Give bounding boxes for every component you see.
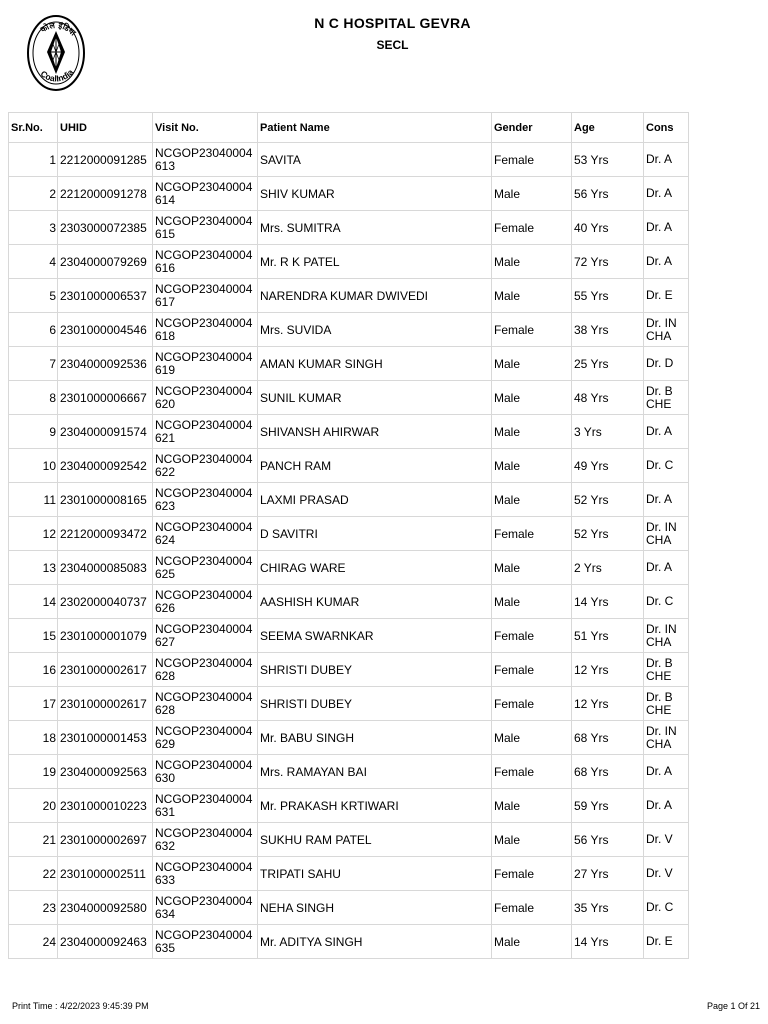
- cell-patient-name: SUNIL KUMAR: [258, 381, 492, 415]
- visit-no-line1: NCGOP23040004: [155, 145, 253, 160]
- cell-gender: Female: [492, 755, 572, 789]
- visit-no-line2: 617: [155, 294, 176, 309]
- consultant-line2: CHA: [646, 736, 672, 751]
- visit-no-line2: 628: [155, 668, 176, 683]
- cell-consultant: [644, 585, 689, 619]
- cell-srno: 12: [9, 517, 58, 551]
- cell-age: 52 Yrs: [572, 483, 644, 517]
- cell-patient-name: NARENDRA KUMAR DWIVEDI: [258, 279, 492, 313]
- table-row: [9, 891, 689, 925]
- cell-uhid: 2304000092563: [58, 755, 153, 789]
- cell-gender: Male: [492, 585, 572, 619]
- cell-age: 12 Yrs: [572, 653, 644, 687]
- visit-no-line2: 624: [155, 532, 176, 547]
- table-row: [9, 313, 689, 347]
- cell-uhid: 2212000093472: [58, 517, 153, 551]
- cell-patient-name: SUKHU RAM PATEL: [258, 823, 492, 857]
- cell-age: 27 Yrs: [572, 857, 644, 891]
- cell-patient-name: SHRISTI DUBEY: [258, 653, 492, 687]
- cell-gender: Male: [492, 381, 572, 415]
- table-row: [9, 789, 689, 823]
- visit-no-line1: NCGOP23040004: [155, 859, 253, 874]
- visit-no-line1: NCGOP23040004: [155, 213, 253, 228]
- consultant-line1: Dr. C: [646, 458, 674, 472]
- consultant-line2: CHE: [646, 396, 672, 411]
- visit-no-line2: 621: [155, 430, 176, 445]
- consultant-line1: Dr. B: [646, 383, 673, 398]
- table-row: [9, 143, 689, 177]
- cell-gender: Male: [492, 789, 572, 823]
- consultant-line1: Dr. A: [646, 424, 673, 438]
- cell-age: 49 Yrs: [572, 449, 644, 483]
- cell-visit-no: [153, 551, 258, 585]
- cell-visit-no: [153, 653, 258, 687]
- table-row: [9, 619, 689, 653]
- cell-uhid: 2301000006667: [58, 381, 153, 415]
- cell-consultant: [644, 755, 689, 789]
- cell-gender: Female: [492, 653, 572, 687]
- page-number: Page 1 Of 21: [706, 1001, 760, 1011]
- visit-no-line1: NCGOP23040004: [155, 689, 253, 704]
- cell-srno: 15: [9, 619, 58, 653]
- cell-consultant: [644, 925, 689, 959]
- cell-visit-no: [153, 925, 258, 959]
- cell-visit-no: [153, 721, 258, 755]
- cell-consultant: [644, 653, 689, 687]
- table-row: [9, 653, 689, 687]
- cell-age: 2 Yrs: [572, 551, 644, 585]
- cell-visit-no: [153, 211, 258, 245]
- patient-table-wrapper: [8, 112, 677, 959]
- table-row: [9, 823, 689, 857]
- consultant-line1: Dr. B: [646, 689, 673, 704]
- cell-age: 53 Yrs: [572, 143, 644, 177]
- consultant-line1: Dr. IN: [646, 315, 677, 330]
- consultant-line1: Dr. IN: [646, 621, 677, 636]
- consultant-line1: Dr. A: [646, 764, 673, 778]
- cell-patient-name: SEEMA SWARNKAR: [258, 619, 492, 653]
- cell-consultant: [644, 483, 689, 517]
- cell-visit-no: [153, 619, 258, 653]
- cell-visit-no: [153, 891, 258, 925]
- visit-no-line1: NCGOP23040004: [155, 451, 253, 466]
- cell-consultant: [644, 313, 689, 347]
- cell-srno: 20: [9, 789, 58, 823]
- visit-no-line1: NCGOP23040004: [155, 349, 253, 364]
- table-row: [9, 177, 689, 211]
- cell-uhid: 2304000092536: [58, 347, 153, 381]
- table-row: [9, 279, 689, 313]
- table-row: [9, 687, 689, 721]
- cell-patient-name: NEHA SINGH: [258, 891, 492, 925]
- cell-consultant: [644, 347, 689, 381]
- table-row: [9, 721, 689, 755]
- visit-no-line1: NCGOP23040004: [155, 247, 253, 262]
- cell-consultant: [644, 245, 689, 279]
- svg-text:कोल इंडिया: कोल इंडिया: [39, 20, 78, 38]
- cell-uhid: 2304000092580: [58, 891, 153, 925]
- cell-consultant: [644, 143, 689, 177]
- column-header-srno: Sr.No.: [9, 113, 58, 143]
- cell-srno: 8: [9, 381, 58, 415]
- cell-gender: Male: [492, 823, 572, 857]
- cell-uhid: 2301000002511: [58, 857, 153, 891]
- cell-srno: 21: [9, 823, 58, 857]
- cell-patient-name: SHIVANSH AHIRWAR: [258, 415, 492, 449]
- cell-gender: Female: [492, 313, 572, 347]
- consultant-line1: Dr. IN: [646, 723, 677, 738]
- cell-gender: Female: [492, 857, 572, 891]
- visit-no-line2: 633: [155, 872, 176, 887]
- table-row: [9, 483, 689, 517]
- cell-uhid: 2301000002617: [58, 687, 153, 721]
- table-row: [9, 551, 689, 585]
- cell-age: 56 Yrs: [572, 823, 644, 857]
- cell-srno: 6: [9, 313, 58, 347]
- cell-srno: 22: [9, 857, 58, 891]
- consultant-line1: Dr. A: [646, 186, 673, 200]
- visit-no-line1: NCGOP23040004: [155, 587, 253, 602]
- visit-no-line1: NCGOP23040004: [155, 179, 253, 194]
- visit-no-line2: 623: [155, 498, 176, 513]
- visit-no-line1: NCGOP23040004: [155, 757, 253, 772]
- visit-no-line1: NCGOP23040004: [155, 893, 253, 908]
- cell-patient-name: AASHISH KUMAR: [258, 585, 492, 619]
- consultant-line2: CHA: [646, 532, 672, 547]
- cell-gender: Female: [492, 891, 572, 925]
- cell-patient-name: Mrs. SUVIDA: [258, 313, 492, 347]
- table-row: [9, 857, 689, 891]
- visit-no-line1: NCGOP23040004: [155, 383, 253, 398]
- cell-uhid: 2301000002617: [58, 653, 153, 687]
- cell-consultant: [644, 891, 689, 925]
- consultant-line2: CHA: [646, 328, 672, 343]
- cell-patient-name: Mr. R K PATEL: [258, 245, 492, 279]
- cell-consultant: [644, 857, 689, 891]
- cell-gender: Female: [492, 687, 572, 721]
- consultant-line1: Dr. C: [646, 594, 674, 608]
- consultant-line1: Dr. B: [646, 655, 673, 670]
- cell-uhid: 2304000079269: [58, 245, 153, 279]
- cell-gender: Male: [492, 415, 572, 449]
- cell-visit-no: [153, 279, 258, 313]
- consultant-line1: Dr. D: [646, 356, 674, 370]
- cell-patient-name: D SAVITRI: [258, 517, 492, 551]
- cell-consultant: [644, 211, 689, 245]
- cell-patient-name: CHIRAG WARE: [258, 551, 492, 585]
- cell-age: 72 Yrs: [572, 245, 644, 279]
- cell-consultant: [644, 619, 689, 653]
- visit-no-line1: NCGOP23040004: [155, 723, 253, 738]
- table-row: [9, 925, 689, 959]
- consultant-line1: Dr. A: [646, 560, 673, 574]
- print-time: Print Time : 4/22/2023 9:45:39 PM: [12, 1001, 149, 1011]
- cell-age: 35 Yrs: [572, 891, 644, 925]
- cell-srno: 9: [9, 415, 58, 449]
- cell-uhid: 2304000091574: [58, 415, 153, 449]
- visit-no-line2: 627: [155, 634, 176, 649]
- visit-no-line2: 616: [155, 260, 176, 275]
- cell-age: 68 Yrs: [572, 721, 644, 755]
- cell-age: 55 Yrs: [572, 279, 644, 313]
- column-header-gender: Gender: [492, 113, 572, 143]
- cell-age: 14 Yrs: [572, 925, 644, 959]
- cell-consultant: [644, 415, 689, 449]
- cell-gender: Female: [492, 619, 572, 653]
- cell-gender: Female: [492, 211, 572, 245]
- cell-visit-no: [153, 143, 258, 177]
- cell-uhid: 2301000001453: [58, 721, 153, 755]
- cell-age: 56 Yrs: [572, 177, 644, 211]
- cell-uhid: 2304000092542: [58, 449, 153, 483]
- table-row: [9, 517, 689, 551]
- cell-age: 68 Yrs: [572, 755, 644, 789]
- cell-srno: 23: [9, 891, 58, 925]
- cell-patient-name: Mr. ADITYA SINGH: [258, 925, 492, 959]
- cell-gender: Female: [492, 143, 572, 177]
- table-header-row: [9, 113, 689, 143]
- visit-no-line2: 618: [155, 328, 176, 343]
- consultant-line2: CHE: [646, 702, 672, 717]
- cell-uhid: 2212000091278: [58, 177, 153, 211]
- cell-gender: Male: [492, 347, 572, 381]
- cell-visit-no: [153, 687, 258, 721]
- cell-consultant: [644, 279, 689, 313]
- cell-visit-no: [153, 585, 258, 619]
- cell-visit-no: [153, 347, 258, 381]
- table-row: [9, 585, 689, 619]
- table-row: [9, 449, 689, 483]
- cell-srno: 24: [9, 925, 58, 959]
- visit-no-line1: NCGOP23040004: [155, 825, 253, 840]
- patient-table: [8, 112, 689, 959]
- cell-gender: Male: [492, 551, 572, 585]
- consultant-line2: CHE: [646, 668, 672, 683]
- cell-gender: Male: [492, 925, 572, 959]
- cell-srno: 10: [9, 449, 58, 483]
- cell-consultant: [644, 823, 689, 857]
- cell-age: 48 Yrs: [572, 381, 644, 415]
- cell-age: 59 Yrs: [572, 789, 644, 823]
- cell-age: 40 Yrs: [572, 211, 644, 245]
- visit-no-line2: 622: [155, 464, 176, 479]
- cell-patient-name: Mrs. RAMAYAN BAI: [258, 755, 492, 789]
- visit-no-line1: NCGOP23040004: [155, 655, 253, 670]
- cell-uhid: 2303000072385: [58, 211, 153, 245]
- cell-patient-name: AMAN KUMAR SINGH: [258, 347, 492, 381]
- cell-srno: 11: [9, 483, 58, 517]
- cell-patient-name: Mrs. SUMITRA: [258, 211, 492, 245]
- consultant-line1: Dr. E: [646, 288, 673, 302]
- visit-no-line2: 631: [155, 804, 176, 819]
- cell-srno: 17: [9, 687, 58, 721]
- cell-srno: 14: [9, 585, 58, 619]
- visit-no-line1: NCGOP23040004: [155, 791, 253, 806]
- cell-uhid: 2301000001079: [58, 619, 153, 653]
- svg-text:CoalIndia: CoalIndia: [38, 67, 76, 84]
- cell-consultant: [644, 687, 689, 721]
- cell-visit-no: [153, 857, 258, 891]
- cell-patient-name: TRIPATI SAHU: [258, 857, 492, 891]
- cell-patient-name: PANCH RAM: [258, 449, 492, 483]
- visit-no-line2: 620: [155, 396, 176, 411]
- cell-uhid: 2302000040737: [58, 585, 153, 619]
- cell-patient-name: Mr. BABU SINGH: [258, 721, 492, 755]
- cell-consultant: [644, 721, 689, 755]
- visit-no-line2: 625: [155, 566, 176, 581]
- cell-uhid: 2304000092463: [58, 925, 153, 959]
- coal-india-logo: [26, 14, 86, 92]
- cell-srno: 19: [9, 755, 58, 789]
- consultant-line1: Dr. A: [646, 152, 673, 166]
- cell-age: 51 Yrs: [572, 619, 644, 653]
- cell-uhid: 2301000004546: [58, 313, 153, 347]
- cell-gender: Male: [492, 483, 572, 517]
- visit-no-line1: NCGOP23040004: [155, 553, 253, 568]
- visit-no-line1: NCGOP23040004: [155, 927, 253, 942]
- cell-consultant: [644, 517, 689, 551]
- consultant-line1: Dr. V: [646, 866, 673, 880]
- visit-no-line2: 629: [155, 736, 176, 751]
- visit-no-line2: 634: [155, 906, 176, 921]
- cell-gender: Male: [492, 177, 572, 211]
- cell-srno: 4: [9, 245, 58, 279]
- cell-uhid: 2301000006537: [58, 279, 153, 313]
- cell-visit-no: [153, 415, 258, 449]
- table-row: [9, 211, 689, 245]
- consultant-line1: Dr. C: [646, 900, 674, 914]
- cell-visit-no: [153, 313, 258, 347]
- column-header-age: Age: [572, 113, 644, 143]
- consultant-line1: Dr. A: [646, 254, 673, 268]
- cell-visit-no: [153, 245, 258, 279]
- visit-no-line1: NCGOP23040004: [155, 519, 253, 534]
- cell-age: 52 Yrs: [572, 517, 644, 551]
- cell-patient-name: SHIV KUMAR: [258, 177, 492, 211]
- cell-srno: 13: [9, 551, 58, 585]
- visit-no-line2: 615: [155, 226, 176, 241]
- cell-age: 14 Yrs: [572, 585, 644, 619]
- page-title: N C HOSPITAL GEVRA: [314, 15, 471, 31]
- cell-srno: 5: [9, 279, 58, 313]
- page-subtitle: SECL: [376, 38, 409, 52]
- cell-consultant: [644, 381, 689, 415]
- cell-patient-name: LAXMI PRASAD: [258, 483, 492, 517]
- column-header-consultant: Cons: [644, 113, 689, 143]
- cell-gender: Male: [492, 279, 572, 313]
- cell-gender: Male: [492, 721, 572, 755]
- cell-consultant: [644, 789, 689, 823]
- cell-age: 25 Yrs: [572, 347, 644, 381]
- cell-age: 3 Yrs: [572, 415, 644, 449]
- consultant-line1: Dr. A: [646, 492, 673, 506]
- table-row: [9, 415, 689, 449]
- cell-visit-no: [153, 483, 258, 517]
- visit-no-line1: NCGOP23040004: [155, 621, 253, 636]
- cell-patient-name: SAVITA: [258, 143, 492, 177]
- cell-srno: 1: [9, 143, 58, 177]
- cell-patient-name: Mr. PRAKASH KRTIWARI: [258, 789, 492, 823]
- cell-uhid: 2301000002697: [58, 823, 153, 857]
- cell-gender: Male: [492, 449, 572, 483]
- cell-srno: 3: [9, 211, 58, 245]
- visit-no-line2: 635: [155, 940, 176, 955]
- consultant-line2: CHA: [646, 634, 672, 649]
- cell-visit-no: [153, 381, 258, 415]
- cell-uhid: 2301000010223: [58, 789, 153, 823]
- cell-srno: 18: [9, 721, 58, 755]
- cell-gender: Male: [492, 245, 572, 279]
- cell-uhid: 2301000008165: [58, 483, 153, 517]
- cell-srno: 16: [9, 653, 58, 687]
- cell-visit-no: [153, 517, 258, 551]
- table-row: [9, 381, 689, 415]
- visit-no-line2: 628: [155, 702, 176, 717]
- column-header-patient-name: Patient Name: [258, 113, 492, 143]
- cell-visit-no: [153, 755, 258, 789]
- visit-no-line2: 630: [155, 770, 176, 785]
- visit-no-line2: 619: [155, 362, 176, 377]
- cell-age: 38 Yrs: [572, 313, 644, 347]
- visit-no-line1: NCGOP23040004: [155, 315, 253, 330]
- visit-no-line2: 632: [155, 838, 176, 853]
- visit-no-line2: 613: [155, 158, 176, 173]
- table-row: [9, 755, 689, 789]
- cell-consultant: [644, 449, 689, 483]
- visit-no-line2: 614: [155, 192, 176, 207]
- cell-visit-no: [153, 789, 258, 823]
- table-row: [9, 347, 689, 381]
- consultant-line1: Dr. E: [646, 934, 673, 948]
- cell-visit-no: [153, 177, 258, 211]
- visit-no-line2: 626: [155, 600, 176, 615]
- cell-gender: Female: [492, 517, 572, 551]
- cell-uhid: 2212000091285: [58, 143, 153, 177]
- cell-visit-no: [153, 449, 258, 483]
- cell-visit-no: [153, 823, 258, 857]
- consultant-line1: Dr. A: [646, 798, 673, 812]
- cell-consultant: [644, 177, 689, 211]
- cell-consultant: [644, 551, 689, 585]
- visit-no-line1: NCGOP23040004: [155, 417, 253, 432]
- consultant-line1: Dr. V: [646, 832, 673, 846]
- cell-srno: 2: [9, 177, 58, 211]
- column-header-visit-no: Visit No.: [153, 113, 258, 143]
- column-header-uhid: UHID: [58, 113, 153, 143]
- table-row: [9, 245, 689, 279]
- consultant-line1: Dr. A: [646, 220, 673, 234]
- cell-uhid: 2304000085083: [58, 551, 153, 585]
- consultant-line1: Dr. IN: [646, 519, 677, 534]
- visit-no-line1: NCGOP23040004: [155, 281, 253, 296]
- cell-patient-name: SHRISTI DUBEY: [258, 687, 492, 721]
- cell-srno: 7: [9, 347, 58, 381]
- cell-age: 12 Yrs: [572, 687, 644, 721]
- visit-no-line1: NCGOP23040004: [155, 485, 253, 500]
